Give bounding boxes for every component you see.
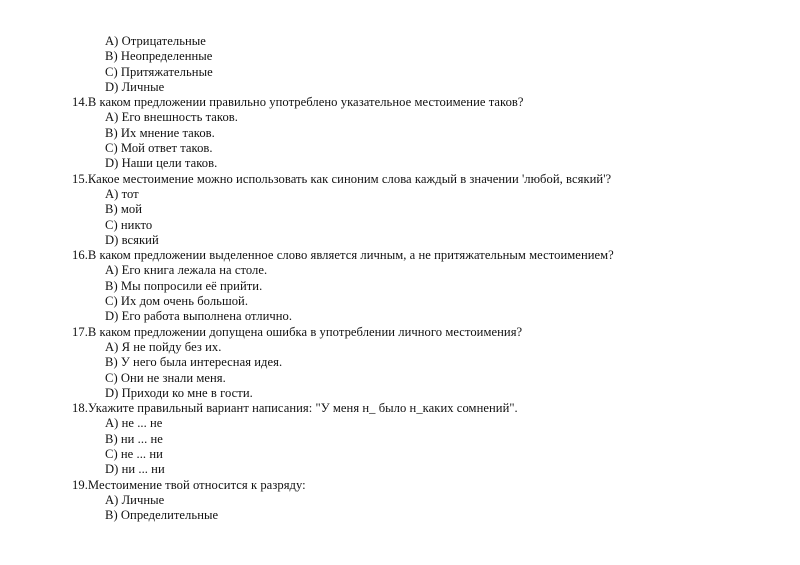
answer-option: A) не ... не — [105, 416, 163, 431]
answer-option: C) никто — [105, 217, 153, 232]
answer-option: A) Я не пойду без их. — [105, 339, 222, 354]
answer-option: D) ни ... ни — [105, 462, 165, 477]
answer-option: A) Его книга лежала на столе. — [105, 263, 268, 278]
question-text: 15.Какое местоимение можно использовать как синоним слова каждый в значении 'любой, всякий'? — [72, 171, 612, 186]
question-text: 16.В каком предложении выделенное слово является личным, а не притяжательным местоимением? — [72, 248, 614, 263]
answer-option: A) Личные — [105, 492, 165, 507]
question-text: 19.Местоимение твой относится к разряду: — [72, 477, 306, 492]
answer-option: A) тот — [105, 186, 139, 201]
answer-option: D) Личные — [105, 79, 165, 94]
answer-option: B) мой — [105, 202, 143, 217]
answer-option: D) Его работа выполнена отлично. — [105, 309, 293, 324]
question-text: 14.В каком предложении правильно употреблено указательное местоимение таков? — [72, 95, 524, 110]
answer-option: B) У него была интересная идея. — [105, 355, 283, 370]
answer-option: C) Мой ответ таков. — [105, 141, 213, 156]
answer-option: C) Их дом очень большой. — [105, 294, 249, 309]
answer-option: B) Их мнение таков. — [105, 125, 215, 140]
answer-option: C) не ... ни — [105, 447, 163, 462]
quiz-page — [0, 34, 800, 524]
answer-option: B) Определительные — [105, 508, 219, 523]
question-text: 18.Укажите правильный вариант написания: "У меня н_ было н_каких сомнений". — [72, 401, 518, 416]
answer-option: A) Его внешность таков. — [105, 110, 239, 125]
answer-option: C) Притяжательные — [105, 64, 213, 79]
answer-option: B) Неопределенные — [105, 49, 213, 64]
answer-option: B) ни ... не — [105, 431, 163, 446]
answer-option: D) всякий — [105, 232, 159, 247]
answer-option: A) Отрицательные — [105, 34, 206, 48]
question-text: 17.В каком предложении допущена ошибка в употреблении личного местоимения? — [72, 324, 523, 339]
answer-option: C) Они не знали меня. — [105, 370, 226, 385]
answer-option: B) Мы попросили её прийти. — [105, 278, 263, 293]
answer-option: D) Наши цели таков. — [105, 156, 218, 171]
answer-option: D) Приходи ко мне в гости. — [105, 385, 253, 400]
